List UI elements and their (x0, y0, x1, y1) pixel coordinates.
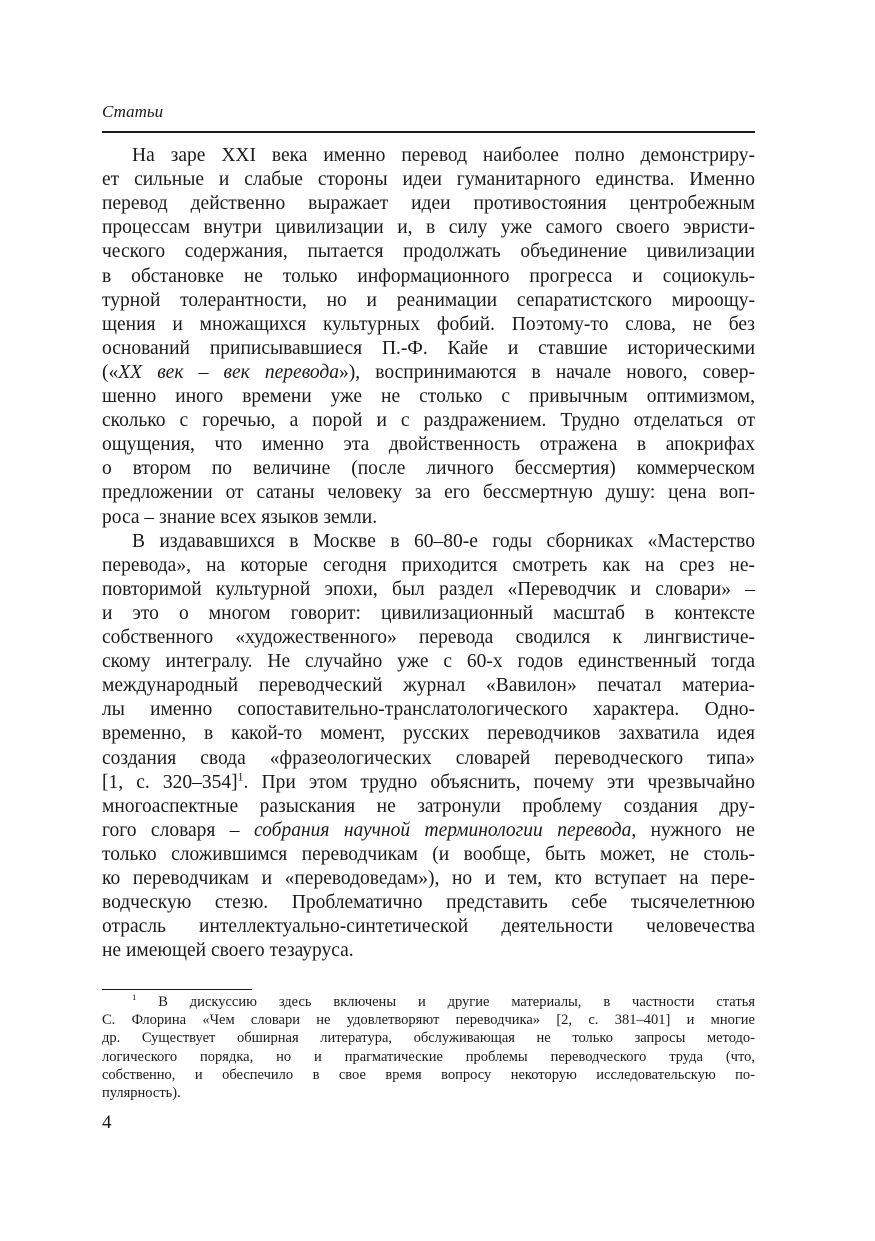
text-line: щения и множащихся культурных фобий. Поэтому-то слова, не без (102, 313, 755, 335)
footnote-line (132, 993, 755, 1011)
text-run: , нужного не (631, 819, 755, 841)
italic-phrase: XX век – век перевода (118, 361, 340, 383)
text-line: ческого содержания, пытается продолжать объединение цивилизации (102, 241, 755, 263)
text-line (102, 819, 755, 843)
footnote-marker: 1 (132, 992, 137, 1003)
text-line: ет сильные и слабые стороны идеи гуманитарного единства. Именно (102, 169, 755, 191)
text-line: международный переводческий журнал «Вавилон» печатал материа- (102, 675, 755, 697)
footnote-line: др. Существует обширная литература, обслуживающая не только запросы методо- (102, 1030, 755, 1047)
footnote-rule (102, 989, 252, 990)
text-run: (« (102, 361, 119, 383)
text-line: роса – знание всех языков земли. (102, 506, 378, 528)
text-line: шенно иного времени уже не столько с привычным оптимизмом, (102, 386, 755, 407)
text-run: В дискуссию здесь включены и другие материалы, в частности статья (136, 994, 755, 1010)
footnote-line: пулярность). (102, 1085, 181, 1101)
page-number: 4 (102, 1112, 112, 1133)
text-line: предложении от сатаны человеку за его бессмертную душу: цена воп- (102, 482, 755, 504)
text-line: в обстановке не только информационного прогресса и социокуль- (102, 265, 755, 287)
text-line: перевода», на которые сегодня приходится смотреть как на срез не- (102, 554, 755, 576)
text-line: создания свода «фразеологических словарей переводческого типа» (102, 747, 755, 769)
text-line (102, 361, 755, 385)
text-line (102, 771, 755, 795)
text-line: процессам внутри цивилизации и, в силу уже самого своего эвристи- (102, 217, 755, 239)
text-line: о втором по величине (после личного бессмертия) коммерческом (102, 458, 755, 480)
footnote-line: собственно, и обеспечило в свое время вопросу некоторую исследовательскую по- (102, 1066, 755, 1083)
text-line: собственного «художественного» перевода сводился к лингвистиче- (102, 627, 755, 648)
text-line: В издававшихся в Москве в 60–80-е годы сборниках «Мастерство (132, 530, 755, 552)
text-line: оснований приписывавшиеся П.-Ф. Кайе и ставшие историческими (102, 337, 755, 359)
text-line: отрасль интеллектуально-синтетической деятельности человечества (102, 916, 755, 938)
text-line: На заре XXI века именно перевод наиболее полно демонстриру- (132, 145, 755, 166)
text-line: скому интегралу. Не случайно уже с 60-х годов единственный тогда (102, 651, 755, 673)
text-line: водческую стезю. Проблематично представить себе тысячелетнюю (102, 892, 755, 914)
text-line: временно, в какой-то момент, русских переводчиков захватила идея (102, 723, 755, 745)
text-line: сколько с горечью, а порой и с раздражением. Трудно отделаться от (102, 410, 755, 432)
text-line: повторимой культурной эпохи, был раздел «Переводчик и словари» – (102, 578, 755, 600)
text-run: . При этом трудно объяснить, почему эти чрезвычайно (243, 771, 755, 793)
running-header: Статьи (102, 102, 164, 121)
text-line: многоаспектные разыскания не затронули проблему создания дру- (102, 795, 755, 817)
text-run: »), воспринимаются в начале нового, совер- (339, 361, 755, 383)
header-rule (102, 131, 755, 133)
footnote-ref[interactable]: 1 (237, 770, 244, 784)
text-line: турной толерантности, но и реанимации сепаратистского мироощу- (102, 289, 755, 311)
footnote-line: С. Флорина «Чем словари не удовлетворяют переводчика» [2, с. 381–401] и многие (102, 1012, 755, 1029)
text-run: [1, с. 320–354] (102, 771, 238, 793)
text-line: не имеющей своего тезауруса. (102, 940, 354, 962)
italic-phrase: собрания научной терминологии перевода (253, 819, 632, 841)
text-line: ощущения, что именно эта двойственность отражена в апокрифах (102, 434, 755, 456)
text-line: и это о многом говорит: цивилизационный масштаб в контексте (102, 602, 755, 624)
text-line: перевод действенно выражает идеи противостояния центробежным (102, 193, 755, 215)
text-run: гого словаря – (102, 819, 254, 841)
text-line: только сложившимся переводчикам (и вообще, быть может, не столь- (102, 843, 755, 865)
text-line: ко переводчикам и «переводоведам»), но и тем, кто вступает на пере- (102, 868, 755, 889)
text-line: лы именно сопоставительно-транслатологического характера. Одно- (102, 699, 755, 721)
footnote-line: логического порядка, но и прагматические проблемы переводческого труда (что, (102, 1048, 755, 1065)
